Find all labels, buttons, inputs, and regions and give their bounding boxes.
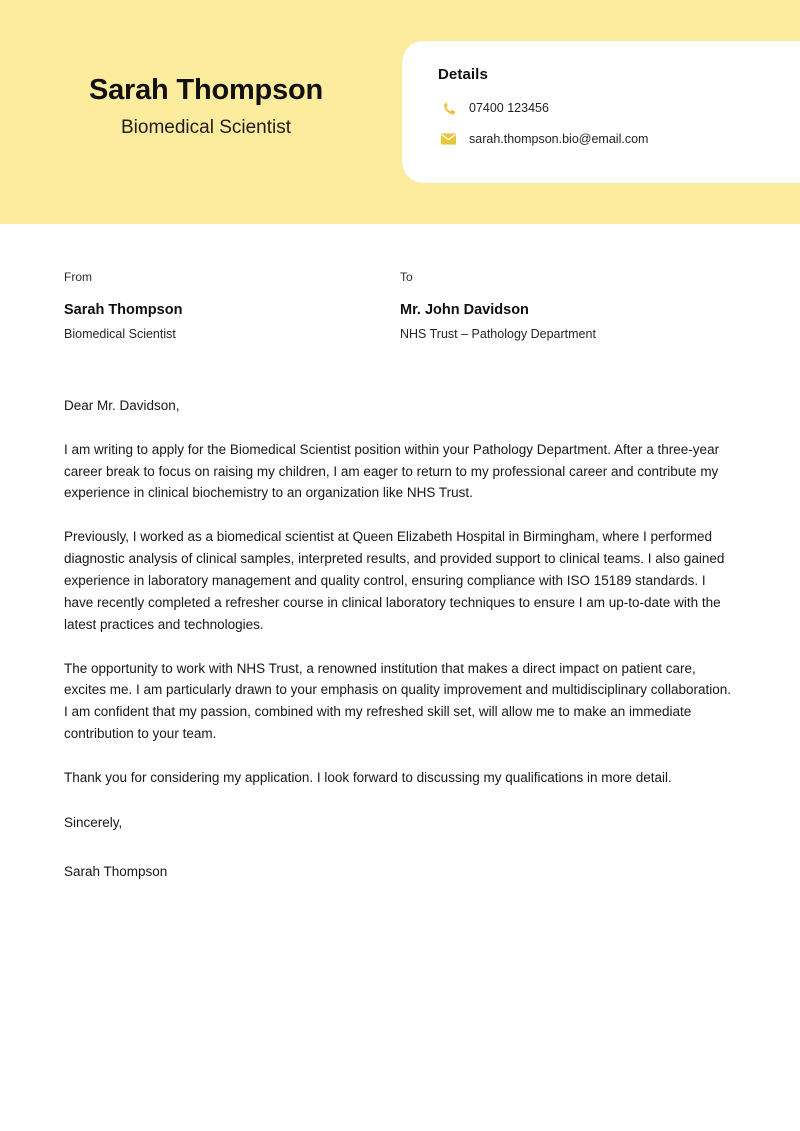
- salutation: Dear Mr. Davidson,: [64, 398, 180, 414]
- envelope-icon: [438, 131, 458, 147]
- to-subtitle: NHS Trust – Pathology Department: [400, 327, 596, 342]
- body-paragraph: Previously, I worked as a biomedical scientist at Queen Elizabeth Hospital in Birmingham, where I performed diagnostic analysis of clinical samples, interpreted results, and provided support to clinical teams. I also gained experience in laboratory management and quality control, ensuring compliance with ISO 15189 standards. I have recently completed a refresher course in clinical laboratory techniques to ensure I am up-to-date with the latest practices and technologies.: [64, 529, 725, 632]
- address-block: [64, 271, 736, 342]
- from-column: [64, 271, 400, 342]
- to-column: [400, 271, 736, 342]
- closing-line: Sincerely,: [64, 814, 123, 830]
- candidate-role: Biomedical Scientist: [120, 117, 292, 139]
- details-heading: Details: [438, 66, 488, 83]
- header-banner: [0, 0, 800, 224]
- to-name: Mr. John Davidson: [400, 302, 529, 318]
- detail-row-phone: [438, 99, 800, 117]
- body-paragraph: Thank you for considering my application. I look forward to discussing my qualifications in more detail.: [64, 769, 672, 785]
- identity-block: [0, 74, 412, 141]
- detail-row-email: [438, 130, 800, 148]
- details-card: [402, 41, 800, 183]
- candidate-name: Sarah Thompson: [88, 74, 324, 106]
- from-subtitle: Biomedical Scientist: [64, 327, 176, 342]
- email-value: sarah.thompson.bio@email.com: [469, 131, 649, 146]
- phone-value: 07400 123456: [469, 100, 549, 115]
- body-paragraph: The opportunity to work with NHS Trust, a renowned institution that makes a direct impact on patient care, excites me. I am particularly drawn to your emphasis on quality improvement and multidisciplinary collaboration. I am confident that my passion, combined with my refreshed skill set, will allow me to make an immediate contribution to your team.: [64, 660, 732, 742]
- signature-name: Sarah Thompson: [64, 864, 168, 880]
- body-paragraph: I am writing to apply for the Biomedical Scientist position within your Pathology Department. After a three-year career break to focus on raising my children, I am eager to return to my professional career and contribute my experience in clinical biochemistry to an organization like NHS Trust.: [64, 441, 720, 501]
- letter-body: [0, 271, 800, 882]
- phone-icon: [438, 100, 458, 116]
- from-name: Sarah Thompson: [64, 302, 183, 318]
- from-label: From: [64, 270, 92, 284]
- to-label: To: [400, 270, 413, 284]
